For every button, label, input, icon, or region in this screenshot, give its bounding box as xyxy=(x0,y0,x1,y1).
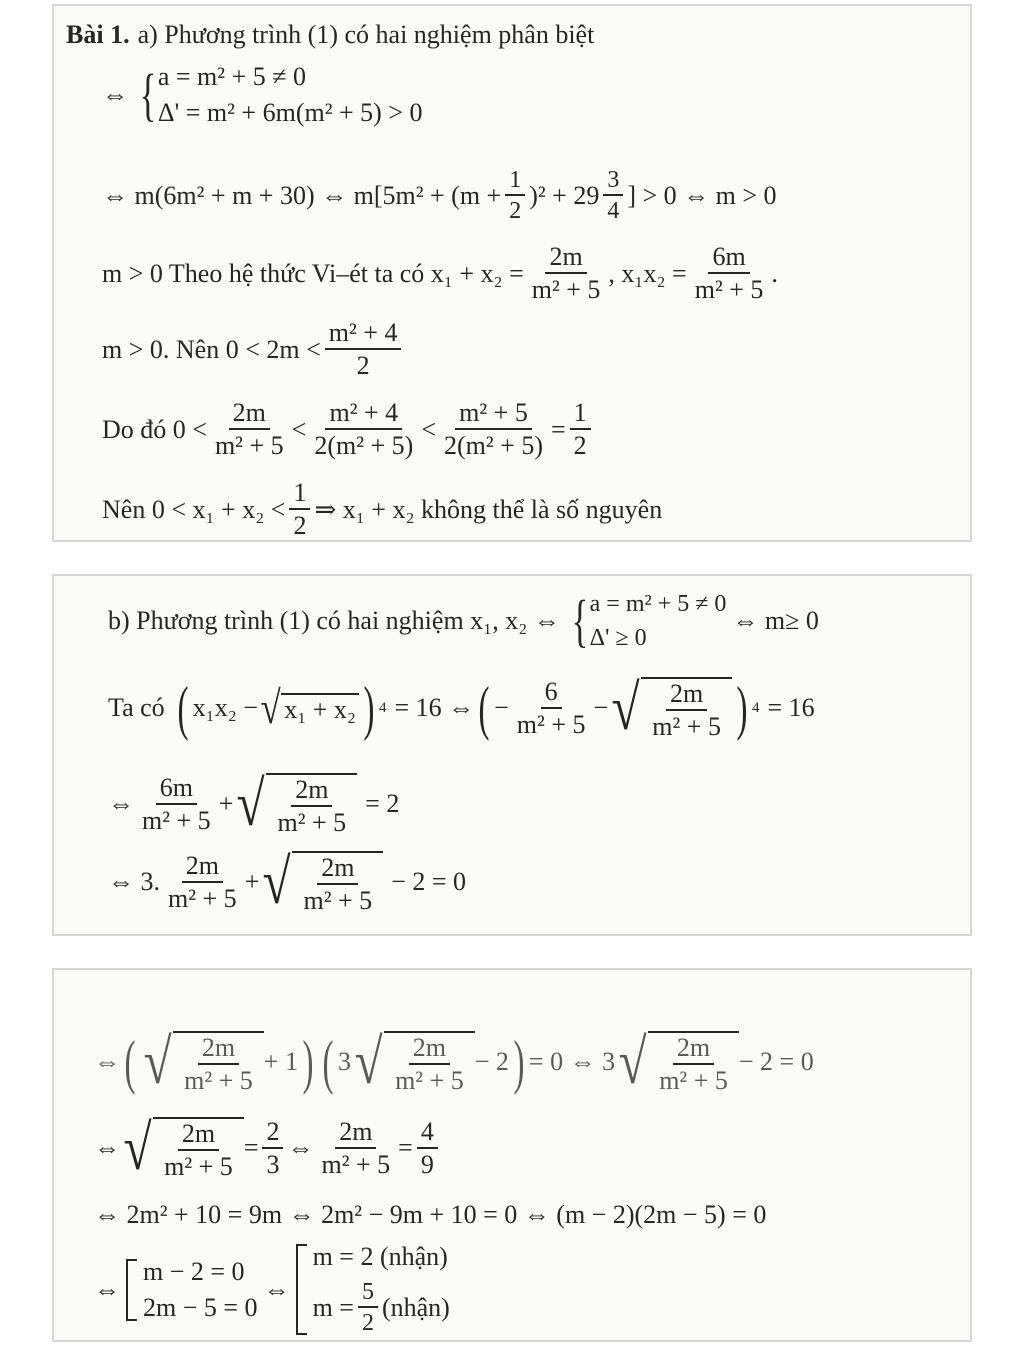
square-root xyxy=(140,1026,264,1097)
fraction xyxy=(440,400,547,459)
square-root xyxy=(608,672,732,743)
left-brace-icon: { xyxy=(139,62,157,127)
case-system xyxy=(126,1256,258,1322)
fraction xyxy=(180,1032,257,1095)
numerator: 2m xyxy=(182,853,223,883)
denominator: 2(m² + 5) xyxy=(314,431,414,460)
equals-symbol: = xyxy=(243,1133,259,1162)
radical-icon: √ xyxy=(354,1026,383,1097)
plus-symbol: + xyxy=(218,789,234,818)
system-row-a: a = m² + 5 ≠ 0 xyxy=(589,591,727,617)
equals-symbol: = xyxy=(398,1133,413,1162)
part-b-line-2: Ta có ( x₁x₂ − √ x₁ + x₂ ) 4 = 16 ⇔ ( − $\frac{6}{\text{m² + 5}}$ − √ $\frac{2m}{\text{m² + 5}}$ ) 4 = 16 xyxy=(108,672,815,743)
denominator: m² + 5 xyxy=(321,1149,391,1179)
factored-line xyxy=(94,1026,814,1097)
solution-part-b-panel xyxy=(52,574,972,936)
fraction xyxy=(160,1118,237,1181)
denominator: m² + 5 xyxy=(277,807,347,837)
fraction xyxy=(138,772,215,835)
numerator: m² + 4 xyxy=(325,320,402,350)
radical-icon: √ xyxy=(143,1026,172,1097)
square-root xyxy=(259,846,383,917)
denominator: 4 xyxy=(607,198,620,224)
numerator: 2m xyxy=(291,777,332,807)
numerator: 2m xyxy=(666,681,707,711)
part-b-intro-line xyxy=(108,588,819,653)
result-system xyxy=(296,1244,450,1335)
expr-text: ] > 0 ⇔ m > 0 xyxy=(627,180,777,210)
numerator: m² + 5 xyxy=(455,400,532,430)
numerator: 3 xyxy=(603,168,623,196)
denominator: 2(m² + 5) xyxy=(443,431,543,460)
denominator: m² + 5 xyxy=(214,431,284,460)
numerator: 2 xyxy=(262,1119,283,1149)
case-row-b: 2m − 5 = 0 xyxy=(143,1292,258,1322)
expr-text: m > 0 Theo hệ thức Vi–ét ta có x₁ + x₂ = xyxy=(102,258,524,288)
fraction xyxy=(603,168,623,223)
numerator: 4 xyxy=(417,1119,438,1149)
equiv-symbol: ⇔ xyxy=(102,80,128,109)
denominator: m² + 5 xyxy=(659,1065,728,1095)
fraction xyxy=(325,320,402,379)
denominator: 3 xyxy=(266,1149,280,1179)
solution-continuation-panel xyxy=(52,968,972,1342)
part-b-line-4 xyxy=(108,846,466,917)
fraction xyxy=(299,852,376,915)
part-a-intro-line xyxy=(66,22,594,48)
radicand xyxy=(153,1117,244,1180)
part-b-intro-text: b) Phương trình (1) có hai nghiệm x₁, x₂ ⇔ xyxy=(108,606,560,635)
denominator: 2 xyxy=(293,511,307,540)
minus-symbol: − xyxy=(494,693,509,722)
expr-text: ⇔ 3. xyxy=(108,867,160,896)
numerator: 2m xyxy=(317,855,358,885)
left-paren-icon: ( xyxy=(177,675,189,741)
numerator: 6m xyxy=(708,244,749,274)
numerator: 6 xyxy=(541,679,562,709)
expr-text: ⇔ m≥ 0 xyxy=(732,606,819,635)
result-row-a: m = 2 (nhận) xyxy=(312,1242,448,1271)
square-root xyxy=(233,768,357,839)
expr-text: (nhận) xyxy=(381,1292,450,1322)
equiv-symbol: ⇔ xyxy=(94,1133,120,1162)
ratio-line xyxy=(94,1112,442,1183)
quadratic-line xyxy=(94,1202,766,1228)
radicand xyxy=(292,851,383,914)
equiv-symbol: ⇔ xyxy=(108,789,134,818)
square-root xyxy=(120,1112,244,1183)
numerator: 2m xyxy=(198,1035,239,1065)
expr-text: m = xyxy=(312,1292,354,1322)
expr-text: − 2 = 0 xyxy=(738,1047,814,1076)
right-paren-icon: ) xyxy=(736,675,748,741)
denominator: m² + 5 xyxy=(694,275,764,304)
case-row-a: m − 2 = 0 xyxy=(143,1256,245,1286)
solution-part-a-panel xyxy=(52,4,972,542)
right-paren-icon: ) xyxy=(302,1029,314,1095)
bracket-icon xyxy=(126,1259,137,1321)
expr-text: − 2 = 0 xyxy=(391,867,466,896)
radical-icon: √ xyxy=(236,768,265,839)
square-root xyxy=(615,1026,739,1097)
numerator: 1 xyxy=(505,168,525,196)
expr-text: Do đó 0 < xyxy=(102,414,207,444)
fraction xyxy=(655,1032,732,1095)
radical-icon: √ xyxy=(611,672,640,743)
expr-text: Nên 0 < x₁ + x₂ < xyxy=(102,494,286,524)
equiv-symbol: ⇔ xyxy=(263,1274,290,1304)
denominator: m² + 5 xyxy=(164,1151,233,1181)
equiv-symbol: ⇔ xyxy=(287,1133,314,1162)
left-paren-icon: ( xyxy=(478,675,490,741)
system-row-delta: Δ' ≥ 0 xyxy=(589,625,647,651)
fraction xyxy=(513,676,590,739)
fraction xyxy=(273,774,350,837)
fraction xyxy=(648,678,725,741)
expr-text: = 2 xyxy=(365,789,400,818)
expr-text: − 2 xyxy=(474,1047,509,1076)
denominator: 2 xyxy=(361,1310,374,1336)
part-a-conclusion-line xyxy=(102,480,662,539)
denominator: m² + 5 xyxy=(531,275,601,304)
denominator: 2 xyxy=(509,198,522,224)
expr-text: = 0 ⇔ 3 xyxy=(528,1047,616,1076)
left-paren-icon: ( xyxy=(124,1029,136,1095)
part-b-line-3 xyxy=(108,768,400,839)
radical-icon: √ xyxy=(123,1112,152,1183)
numerator: 2m xyxy=(409,1035,450,1065)
radicand xyxy=(173,1031,264,1094)
fraction xyxy=(289,480,310,539)
equiv-symbol: ⇔ xyxy=(94,1274,120,1304)
equiv-symbol: ⇔ xyxy=(94,1047,120,1076)
system-row-a: a = m² + 5 ≠ 0 xyxy=(157,62,306,91)
less-than-symbol: < xyxy=(291,414,307,444)
expr-text: ⇔ 2m² + 10 = 9m ⇔ 2m² − 9m + 10 = 0 ⇔ (m − 2)(2m − 5) = 0 xyxy=(94,1200,767,1229)
square-root xyxy=(351,1026,475,1097)
denominator: m² + 5 xyxy=(516,709,586,739)
fraction xyxy=(317,1116,394,1179)
right-paren-icon: ) xyxy=(513,1029,525,1095)
condition-system xyxy=(134,64,422,126)
plus-symbol: + xyxy=(244,867,260,896)
expr-text: )² + 29 xyxy=(529,180,600,210)
radicand xyxy=(266,773,357,836)
numerator: 2m xyxy=(673,1035,714,1065)
square-root xyxy=(258,682,359,733)
denominator: m² + 5 xyxy=(395,1065,464,1095)
expr-text: = 16 ⇔ xyxy=(394,693,475,722)
expr-text: 3 xyxy=(337,1047,351,1076)
fraction xyxy=(310,400,417,459)
expr-text: ⇔ m(6m² + m + 30) ⇔ m[5m² + (m + xyxy=(102,180,502,210)
bracket-icon xyxy=(296,1244,307,1335)
numerator: 2m xyxy=(545,244,586,274)
exercise-title: Bài 1. xyxy=(66,20,130,49)
fraction xyxy=(211,400,288,459)
numerator: 1 xyxy=(289,480,310,510)
radical-icon: √ xyxy=(260,682,281,733)
radical-icon: √ xyxy=(618,1026,647,1097)
denominator: m² + 5 xyxy=(303,885,373,915)
numerator: 6m xyxy=(156,775,197,805)
part-a-system-line xyxy=(102,64,428,126)
radicand xyxy=(641,677,732,740)
fraction xyxy=(262,1116,283,1179)
denominator: m² + 5 xyxy=(168,883,237,913)
denominator: 2 xyxy=(573,431,587,460)
denominator: m² + 5 xyxy=(184,1065,253,1095)
part-a-line-4 xyxy=(102,244,778,303)
conclusion-text: ⇒ x₁ + x₂ không thể là số nguyên xyxy=(314,494,663,524)
expr-text: x₁x₂ − xyxy=(192,693,258,722)
numerator: 2m xyxy=(229,400,270,430)
numerator: 5 xyxy=(358,1280,378,1308)
part-a-line-5 xyxy=(102,320,405,379)
radicand xyxy=(384,1031,475,1094)
system-row-delta: Δ' = m² + 6m(m² + 5) > 0 xyxy=(157,98,423,127)
expr-text: m > 0. Nên 0 < 2m < xyxy=(102,334,321,364)
expr-text: . xyxy=(771,258,778,288)
cases-line xyxy=(94,1244,456,1335)
fraction xyxy=(358,1280,378,1335)
numerator: 1 xyxy=(570,400,591,430)
radical-icon: √ xyxy=(262,846,291,917)
numerator: 2m xyxy=(178,1121,219,1151)
expr-text: , x₁x₂ = xyxy=(608,258,687,288)
fraction xyxy=(528,244,605,303)
fraction xyxy=(164,850,241,913)
minus-symbol: − xyxy=(593,693,609,722)
numerator: m² + 4 xyxy=(325,400,402,430)
denominator: m² + 5 xyxy=(652,711,721,741)
left-paren-icon: ( xyxy=(322,1029,334,1095)
denominator: 9 xyxy=(420,1149,434,1179)
radicand xyxy=(648,1031,739,1094)
denominator: 2 xyxy=(356,351,370,380)
expr-text: + 1 xyxy=(263,1047,298,1076)
fraction xyxy=(505,168,525,223)
right-paren-icon: ) xyxy=(363,675,375,741)
expr-text: Ta có xyxy=(108,693,165,722)
fraction xyxy=(570,400,591,459)
radicand: x₁ + x₂ xyxy=(281,693,359,723)
part-a-line-3 xyxy=(102,168,777,223)
part-a-line-6 xyxy=(102,400,595,459)
fraction xyxy=(391,1032,468,1095)
part-a-intro-text: a) Phương trình (1) có hai nghiệm phân biệt xyxy=(137,20,595,49)
numerator: 2m xyxy=(335,1119,376,1149)
expr-text: = 16 xyxy=(767,693,815,722)
less-than-symbol: < xyxy=(421,414,436,444)
equals-symbol: = xyxy=(550,414,566,444)
fraction xyxy=(691,244,768,303)
condition-system xyxy=(566,588,727,653)
result-row-b xyxy=(313,1280,450,1335)
fraction xyxy=(417,1116,438,1179)
denominator: m² + 5 xyxy=(142,805,211,835)
left-brace-icon: { xyxy=(571,588,589,653)
